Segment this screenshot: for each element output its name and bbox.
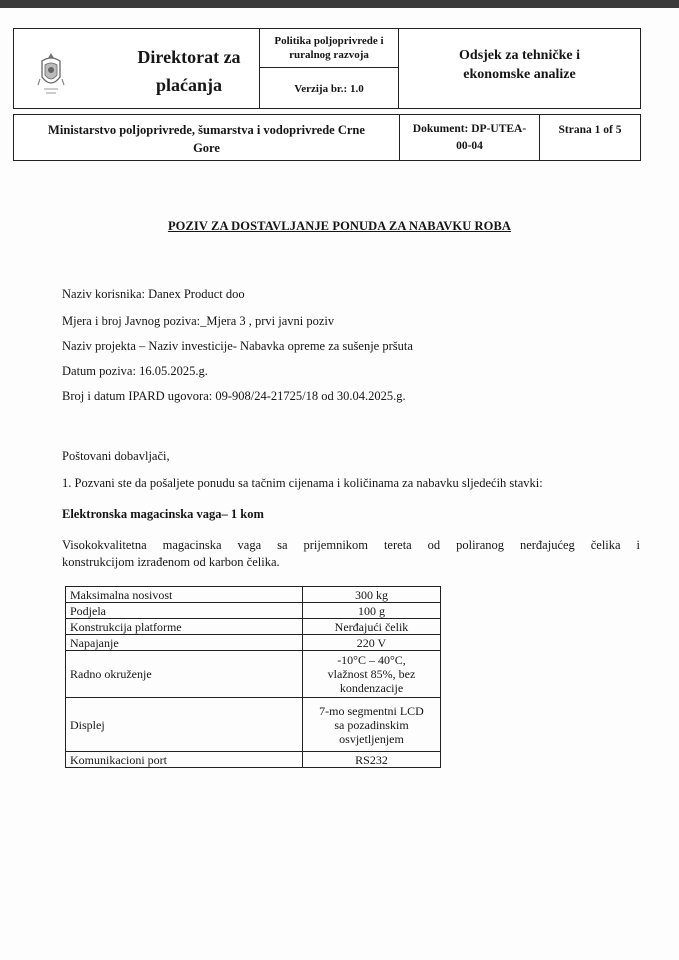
dept-line1: Odsjek za tehničke i	[459, 48, 580, 63]
policy-line1: Politika poljoprivrede i	[274, 35, 384, 47]
spec-label: Komunikacioni port	[66, 752, 303, 768]
specification-table	[65, 586, 441, 768]
version-label: Verzija br.: 1.0	[294, 83, 364, 95]
spec-label: Napajanje	[66, 635, 303, 651]
header-policy-cell	[259, 28, 399, 68]
spec-label: Displej	[66, 698, 303, 752]
spec-row	[66, 635, 441, 651]
page-number: Strana 1 of 5	[558, 124, 622, 136]
spec-label: Maksimalna nosivost	[66, 587, 303, 603]
spec-value	[303, 752, 441, 768]
header-dept-cell	[398, 28, 641, 109]
item-heading: Elektronska magacinska vaga– 1 kom	[62, 507, 264, 521]
item-description-line1: Visokokvalitetna magacinska vaga sa prijemnikom tereta od poliranog nerđajućeg čelika i	[62, 538, 640, 552]
header-org-cell	[13, 28, 260, 109]
spec-value-line: osvjetljenjem	[339, 731, 404, 746]
header-document-cell	[399, 114, 540, 161]
spec-row	[66, 752, 441, 768]
spec-label: Radno okruženje	[66, 651, 303, 698]
document-title: POZIV ZA DOSTAVLJANJE PONUDA ZA NABAVKU ROBA	[167, 219, 512, 233]
header-version-cell	[259, 67, 399, 109]
date-line: Datum poziva: 16.05.2025.g.	[62, 364, 208, 378]
project-line: Naziv projekta – Naziv investicije- Nabavka opreme za sušenje pršuta	[62, 339, 413, 353]
ministry-line1: Ministarstvo poljoprivrede, šumarstva i vodoprivrede Crne	[48, 123, 365, 137]
spec-value	[303, 587, 441, 603]
spec-value-line: sa pozadinskim	[334, 717, 409, 732]
measure-line: Mjera i broj Javnog poziva:_Mjera 3 , prvi javni poziv	[62, 314, 335, 328]
spec-value-line: -10°C – 40°C,	[337, 653, 406, 667]
dept-line2: ekonomske analize	[463, 67, 576, 82]
org-name-line1: Direktorat za	[137, 47, 241, 67]
contract-line: Broj i datum IPARD ugovora: 09-908/24-21725/18 od 30.04.2025.g.	[62, 389, 406, 403]
org-name-line2: plaćanja	[155, 75, 222, 95]
spec-row	[66, 587, 441, 603]
spec-value-line: 7-mo segmentni LCD	[319, 703, 424, 718]
header-ministry-cell	[13, 114, 400, 161]
spec-value-line: 300 kg	[355, 587, 388, 602]
document-line1: Dokument: DP-UTEA-	[412, 123, 527, 135]
spec-value-line: RS232	[355, 752, 388, 767]
spec-value	[303, 603, 441, 619]
ministry-line2: Gore	[193, 141, 220, 155]
item-description-line2: konstrukcijom izrađenom od karbon čelika.	[62, 555, 280, 569]
spec-value-line: 220 V	[356, 635, 387, 650]
spec-label: Podjela	[66, 603, 303, 619]
greeting: Poštovani dobavljači,	[62, 449, 170, 463]
coat-of-arms-icon	[36, 49, 66, 101]
specification-table-body	[66, 587, 441, 768]
spec-label: Konstrukcija platforme	[66, 619, 303, 635]
spec-value-line: kondenzacije	[339, 681, 404, 695]
spec-value-line: Nerđajući čelik	[334, 619, 409, 634]
policy-line2: ruralnog razvoja	[289, 49, 369, 61]
spec-row	[66, 603, 441, 619]
spec-value	[303, 619, 441, 635]
spec-row	[66, 698, 441, 752]
document-header	[13, 28, 641, 161]
invitation-paragraph: 1. Pozvani ste da pošaljete ponudu sa tačnim cijenama i količinama za nabavku sljedećih stavki:	[62, 476, 543, 490]
beneficiary-line: Naziv korisnika: Danex Product doo	[62, 287, 245, 301]
spec-value	[303, 698, 441, 752]
document-line2: 00-04	[456, 140, 483, 152]
spec-value	[303, 635, 441, 651]
spec-value-line: vlažnost 85%, bez	[327, 667, 416, 681]
spec-value-line: 100 g	[358, 603, 385, 618]
spec-row	[66, 651, 441, 698]
spec-row	[66, 619, 441, 635]
header-page-cell	[539, 114, 641, 161]
scan-top-edge	[0, 0, 679, 8]
spec-value	[303, 651, 441, 698]
